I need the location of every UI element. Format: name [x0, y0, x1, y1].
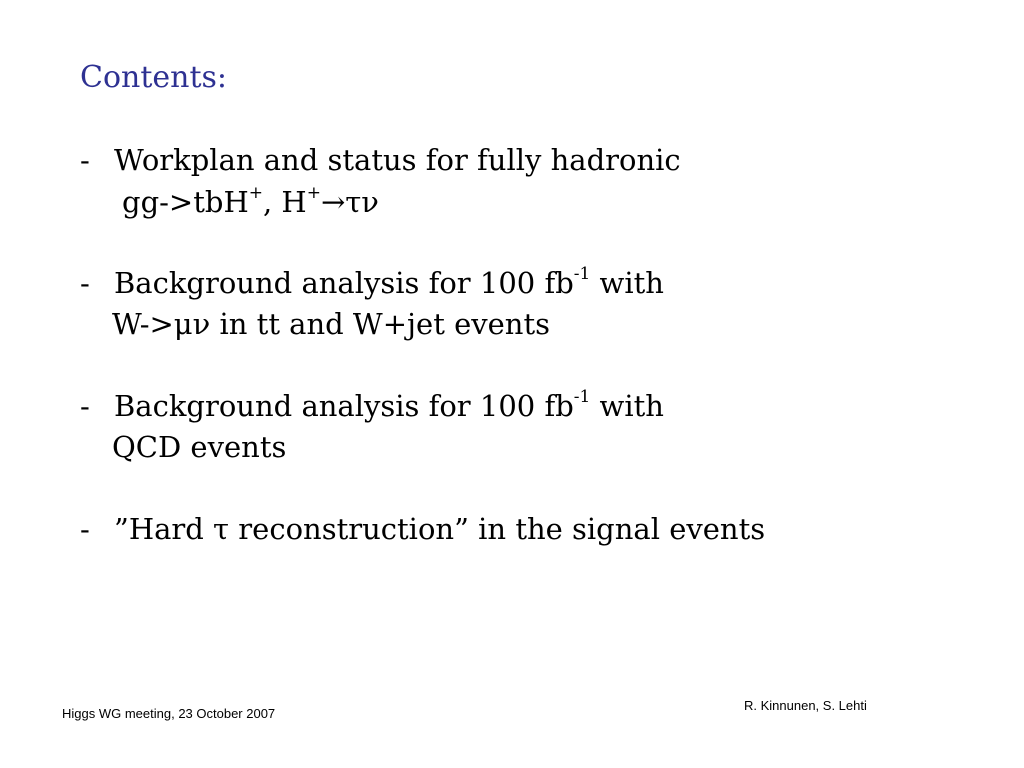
bullet-dash: -	[80, 389, 90, 423]
footer-authors: R. Kinnunen, S. Lehti	[744, 698, 867, 713]
bullet-text: Workplan and status for fully hadronic	[114, 143, 681, 177]
bullet-item-workplan	[80, 140, 681, 181]
bullet-item-background-qcd: - Background analysis for 100 $fb^{-1}$ with	[80, 386, 664, 427]
bullet-dash: -	[80, 143, 90, 177]
bullet-dash: -	[80, 512, 90, 546]
slide-title: Contents:	[80, 60, 228, 95]
bullet-dash: -	[80, 266, 90, 300]
footer-meeting: Higgs WG meeting, 23 October 2007	[62, 706, 276, 721]
bullet-item-background-qcd-cont: QCD events	[112, 430, 287, 464]
bullet-item-background-w-cont: W->μν in tt and W+jet events	[112, 307, 550, 341]
bullet-item-workplan-cont: gg->tbH+, H+→τν	[122, 183, 379, 219]
bullet-item-background-w: - Background analysis for 100 $fb^{-1}$ with	[80, 263, 664, 304]
bullet-item-hard-tau: - ”Hard τ reconstruction” in the signal events	[80, 509, 765, 550]
